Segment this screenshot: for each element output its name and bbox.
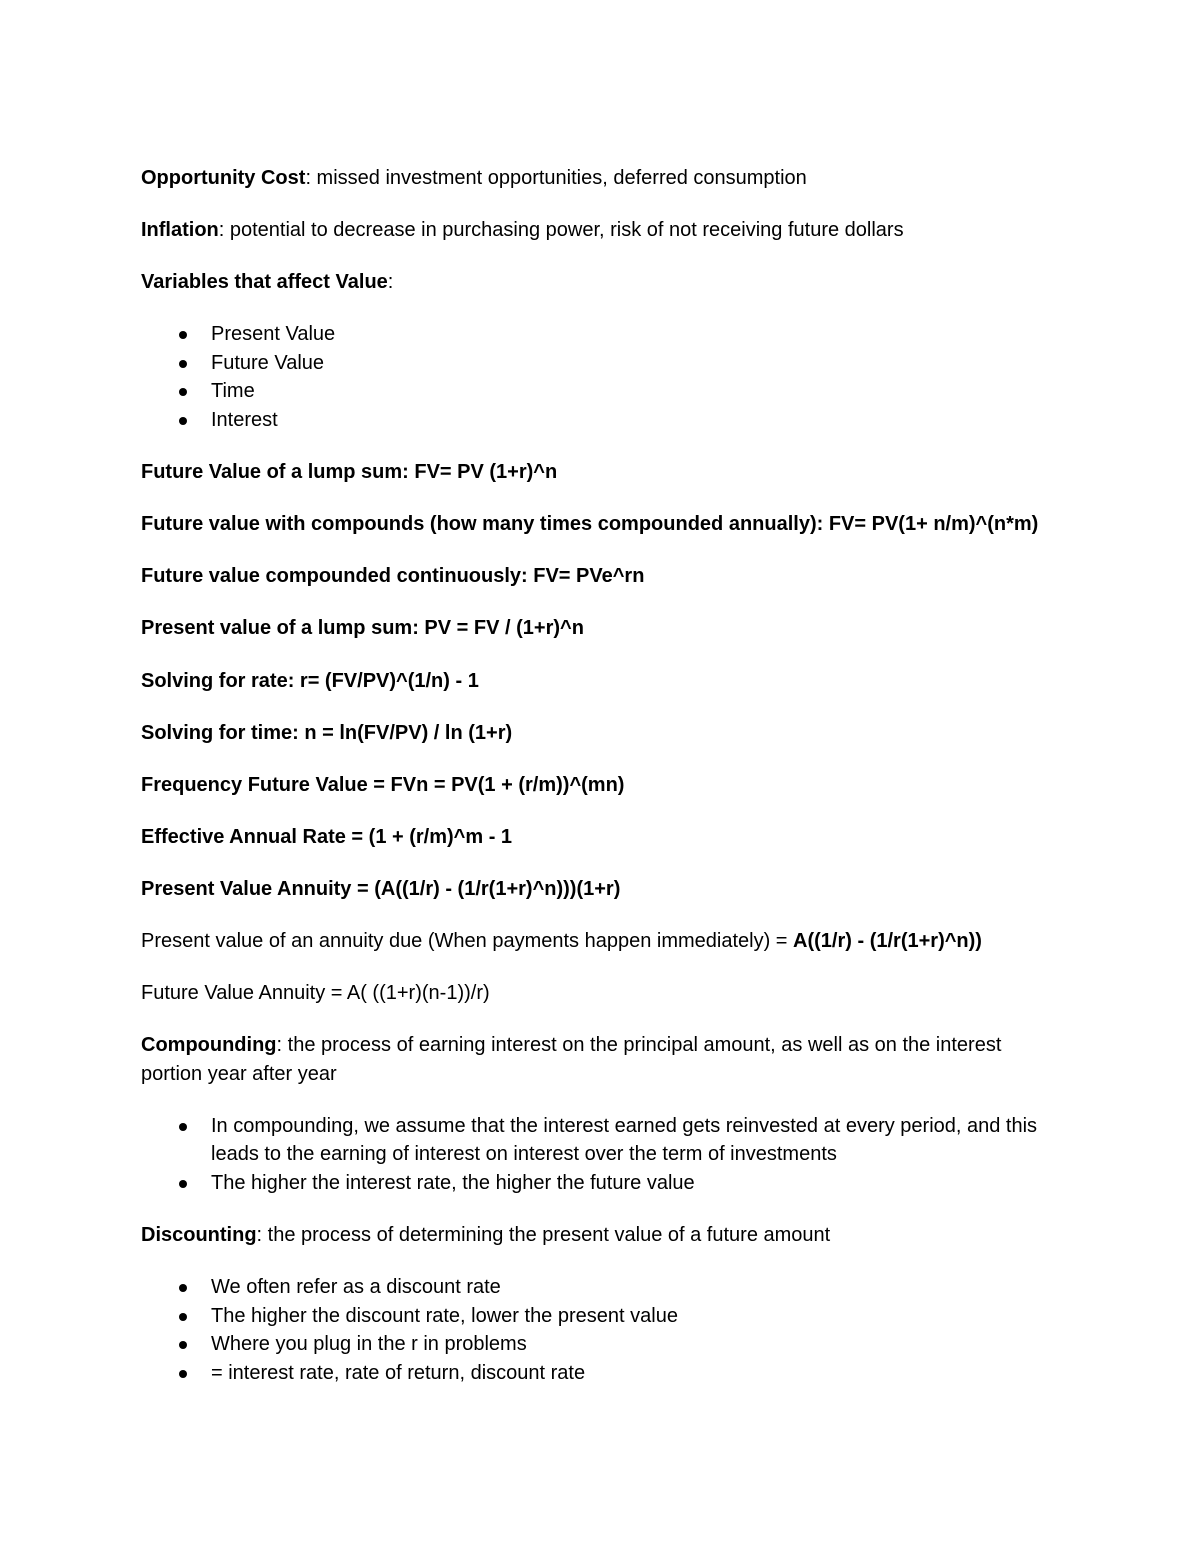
opportunity-cost-paragraph	[141, 164, 1061, 193]
compounding-term: Compounding	[141, 1034, 277, 1057]
discounting-definition: : the process of determining the present value of a future amount	[256, 1224, 831, 1247]
variables-list	[141, 320, 1061, 434]
bullet-icon	[179, 388, 187, 396]
list-item: Time	[141, 377, 1061, 406]
inflation-paragraph	[141, 216, 1061, 245]
opportunity-cost-term: Opportunity Cost	[141, 167, 306, 189]
inflation-term: Inflation	[141, 219, 219, 242]
bullet-icon	[179, 417, 187, 425]
list-item: Present Value	[141, 320, 1061, 349]
formula-solving-rate: Solving for rate: r= (FV/PV)^(1/n) - 1	[141, 669, 479, 692]
variables-colon: :	[387, 271, 394, 294]
bullet-icon	[179, 1370, 187, 1378]
bullet-icon	[179, 1341, 187, 1349]
list-item: The higher the interest rate, the higher the future value	[141, 1169, 1061, 1198]
annuity-due-text: Present value of an annuity due (When payments happen immediately) =	[141, 930, 794, 952]
formula-frequency-fv: Frequency Future Value = FVn = PV(1 + (r/m))^(mn)	[141, 773, 625, 796]
formula-fv-continuous: Future value compounded continuously: FV= PVe^rn	[141, 565, 645, 588]
opportunity-cost-definition: : missed investment opportunities, deferred consumption	[305, 167, 807, 189]
discounting-list	[141, 1273, 1061, 1387]
list-item: Where you plug in the r in problems	[141, 1330, 1061, 1359]
variables-heading-paragraph	[141, 268, 1061, 297]
list-item: We often refer as a discount rate	[141, 1273, 1061, 1302]
inflation-definition: : potential to decrease in purchasing power, risk of not receiving future dollars	[218, 219, 904, 242]
formula-fv-lump-sum: Future Value of a lump sum: FV= PV (1+r)^n	[141, 461, 558, 484]
document-page	[141, 164, 1061, 1411]
bullet-icon	[179, 1284, 187, 1292]
future-value-annuity: Future Value Annuity = A( ((1+r)(n-1))/r)	[141, 982, 490, 1005]
annuity-due-paragraph	[141, 927, 1061, 956]
list-item: Future Value	[141, 349, 1061, 378]
compounding-paragraph	[141, 1031, 1061, 1088]
compounding-definition: : the process of earning interest on the principal amount, as well as on the interest portion year after year	[141, 1034, 1002, 1085]
formula-effective-annual-rate: Effective Annual Rate = (1 + (r/m)^m - 1	[141, 825, 513, 848]
discounting-term: Discounting	[141, 1224, 257, 1247]
variables-heading: Variables that affect Value	[141, 271, 388, 294]
bullet-icon	[179, 1123, 187, 1131]
list-item: In compounding, we assume that the interest earned gets reinvested at every period, and this leads to the earning of interest on interest over the term of investments	[141, 1112, 1061, 1169]
compounding-list	[141, 1112, 1061, 1198]
bullet-icon	[179, 360, 187, 368]
bullet-icon	[179, 331, 187, 339]
list-item: = interest rate, rate of return, discount rate	[141, 1359, 1061, 1388]
bullet-icon	[179, 1180, 187, 1188]
formula-fv-compounds: Future value with compounds (how many times compounded annually): FV= PV(1+ n/m)^(n*m)	[141, 513, 1039, 536]
annuity-due-formula: A((1/r) - (1/r(1+r)^n))	[793, 930, 982, 952]
formula-solving-time: Solving for time: n = ln(FV/PV) / ln (1+r)	[141, 721, 513, 744]
formula-pv-annuity: Present Value Annuity = (A((1/r) - (1/r(1+r)^n)))(1+r)	[141, 877, 621, 900]
discounting-paragraph	[141, 1221, 1061, 1250]
formula-pv-lump-sum: Present value of a lump sum: PV = FV / (1+r)^n	[141, 617, 584, 640]
bullet-icon	[179, 1313, 187, 1321]
list-item: The higher the discount rate, lower the present value	[141, 1302, 1061, 1331]
list-item: Interest	[141, 406, 1061, 435]
